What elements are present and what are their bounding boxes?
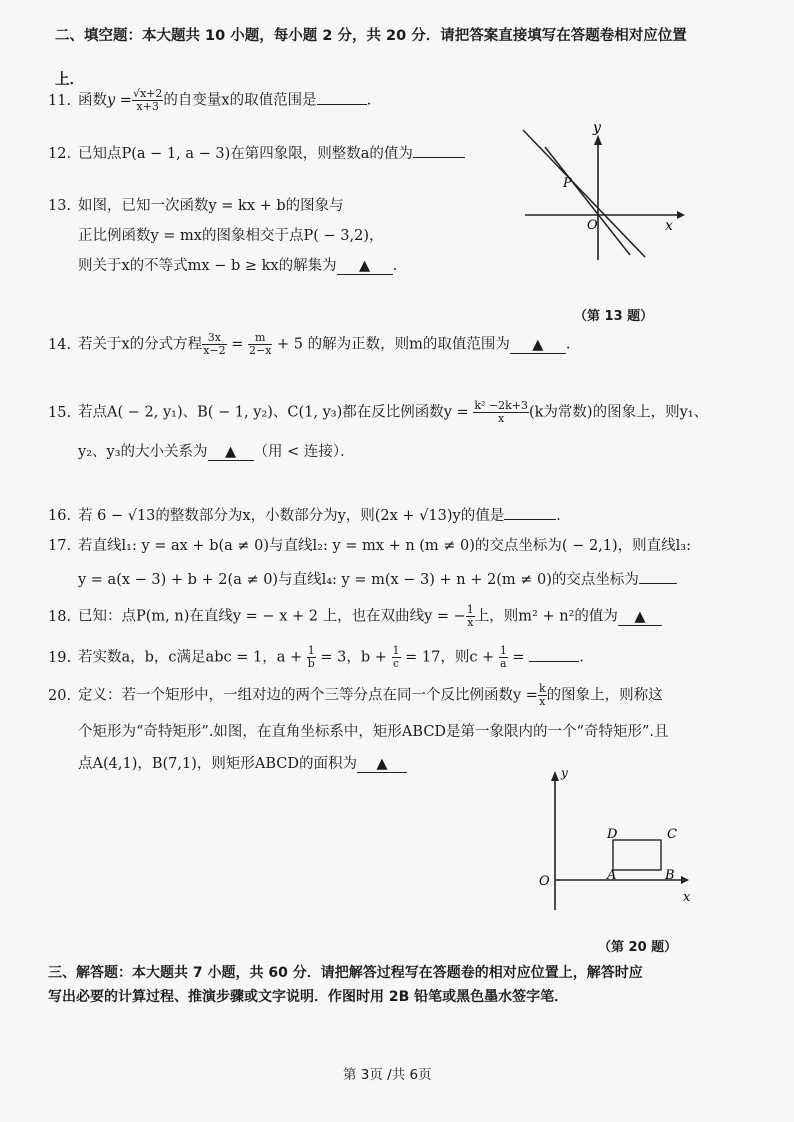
question-11: 11. 函数y = $\frac{√x+2}{x+3}$ 的自变量x的取值范围是 . [48,87,372,113]
question-16: 16. 若 6 − √13的整数部分为x，小数部分为y，则(2x + √13)y的值是 ． [48,504,571,526]
q20-caption: （第 20 题） [598,940,678,955]
o-label: O [539,874,550,889]
rectangle-abcd [613,840,661,870]
question-17-line2: y = a(x − 3) + b + 2(a ≠ 0)与直线l₄: y = m(x − 3) + n + 2(m ≠ 0)的交点坐标为 [78,568,677,590]
y-arrow-icon [551,771,559,781]
answer-blank-18[interactable]: ▲ [618,610,662,626]
line-mx [545,147,630,255]
answer-blank-14[interactable]: ▲ [510,338,566,354]
question-15-line2: y₂、y₃的大小关系为 ▲ （用 < 连接）． [78,444,355,460]
x-label: x [665,218,673,234]
a-label: A [607,868,617,883]
answer-blank-11[interactable] [317,89,367,105]
c-label: C [667,827,677,842]
question-18: 18. 已知：点P(m, n)在直线y = − x + 2 上，也在双曲线y = − $\frac{1}{x}$ 上，则m² + n²的值为 ▲ [48,604,662,629]
b-label: B [665,868,675,883]
q20-graph [535,765,710,915]
d-label: D [607,827,618,842]
question-20: 20. 定义：若一个矩形中，一组对边的两个三等分点在同一个反比例函数y = $\frac{k}{x}$ 的图象上，则称这 [48,682,663,708]
o-label: O [587,218,598,233]
section-2-title-cont: 上． [55,72,84,88]
q13-caption: （第 13 题） [574,309,654,324]
answer-blank-17[interactable] [639,568,677,584]
section-3-line1: 三、解答题：本大题共 7 小题，共 60 分．请把解答过程写在答题卷的相对应位置上，解答时应 [48,965,643,981]
question-13-line2: 正比例函数y = mx的图象相交于点P( − 3,2)， [78,228,384,244]
question-17: 17. 若直线l₁: y = ax + b(a ≠ 0)与直线l₂: y = mx + n (m ≠ 0)的交点坐标为( − 2,1)，则直线l₃: [48,538,692,554]
answer-blank-15[interactable]: ▲ [208,445,254,461]
line-kx-b [523,130,645,257]
question-13-line3: 则关于x的不等式mx − b ≥ kx的解集为 ▲ . [78,258,398,274]
question-19: 19. 若实数a，b，c满足abc = 1，a + $\frac{1}{b}$ = 3，b + $\frac{1}{c}$ = 17，则c + $\frac{1}{a}$ = . [48,644,584,670]
question-14: 14. 若关于x的分式方程 $\frac{3x}{x-2}$ = $\frac{m}{2-x}$ + 5 的解为正数，则m的取值范围为 ▲ . [48,331,571,357]
question-20-line3: 点A(4,1)，B(7,1)，则矩形ABCD的面积为 ▲ [78,754,407,774]
question-12: 12. 已知点P(a − 1, a − 3)在第四象限，则整数a的值为 [48,142,465,164]
question-20-line2: 个矩形为“奇特矩形”.如图，在直角坐标系中，矩形ABCD是第一象限内的一个“奇特矩形”.且 [78,724,669,740]
answer-blank-13[interactable]: ▲ [337,259,393,275]
y-arrow-icon [594,135,602,145]
answer-blank-20[interactable]: ▲ [357,757,407,773]
p-label: P [563,176,572,191]
question-number: 11. [48,92,72,109]
question-15: 15. 若点A( − 2, y₁)、B( − 1, y₂)、C(1, y₃)都在反比例函数y = $\frac{\text{k² −2k+3}}{x}$ (k为常数)的图象上，则y₁、 [48,399,709,425]
answer-blank-16[interactable] [504,504,556,520]
question-13: 13. 如图，已知一次函数y = kx + b的图象与 [48,198,344,214]
y-label: y [593,120,601,136]
section-2-title: 二、填空题：本大题共 10 小题，每小题 2 分，共 20 分．请把答案直接填写在答题卷相对应位置 [55,28,687,44]
section-3-line2: 写出必要的计算过程、推演步骤或文字说明．作图时用 2B 铅笔或黑色墨水签字笔． [48,989,569,1005]
page-footer: 第 3页 /共 6页 [343,1067,432,1083]
answer-blank-19[interactable] [529,646,579,662]
q13-graph [515,115,690,265]
x-label: x [683,890,691,905]
x-arrow-icon [677,211,685,219]
answer-blank-12[interactable] [413,142,465,158]
x-arrow-icon [681,876,689,884]
y-label: y [561,766,568,780]
